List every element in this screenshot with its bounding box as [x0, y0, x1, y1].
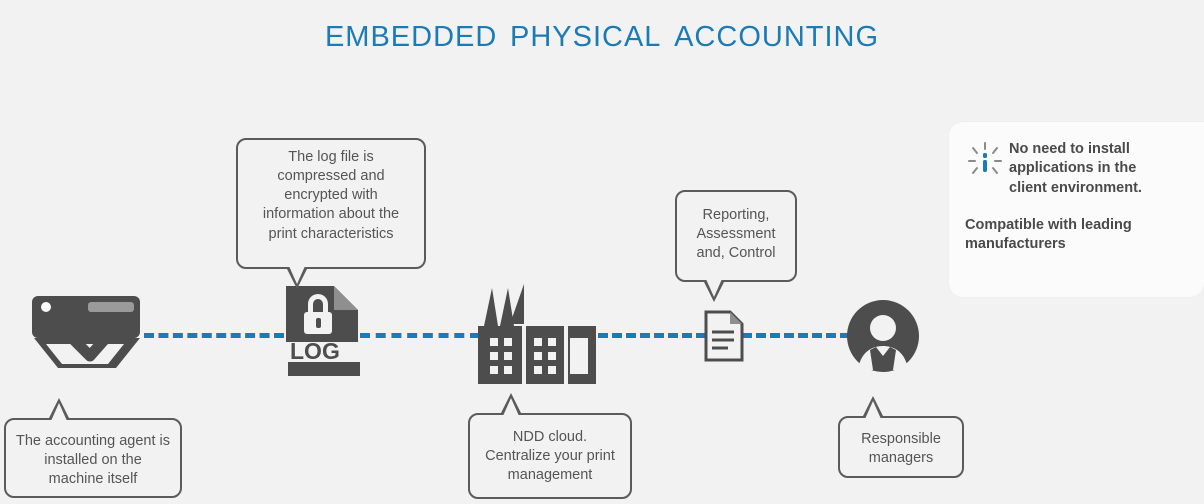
connector-printer-to-log — [144, 333, 284, 338]
callout-tail-fill — [865, 401, 881, 419]
page-title: embedded physical accounting — [324, 8, 880, 55]
info-panel-paragraph-2: Compatible with leading manufacturers — [965, 216, 1132, 253]
idea-spark-icon — [965, 140, 1005, 180]
connector-cloud-to-report — [598, 333, 706, 338]
info-panel — [949, 122, 1204, 297]
callout-ndd-cloud — [468, 413, 632, 499]
callout-reporting — [675, 190, 797, 282]
connector-report-to-manager — [742, 333, 850, 338]
printer-check-icon — [30, 288, 150, 374]
callout-responsible-managers — [838, 416, 964, 478]
callout-responsible-managers-text: Responsible managers — [861, 431, 941, 467]
callout-tail-fill — [289, 266, 305, 284]
callout-accounting-agent-text: The accounting agent is installed on the machine itself — [16, 433, 170, 488]
user-avatar-icon — [846, 300, 920, 372]
info-panel-paragraph-1: No need to install applications in the client environment. — [1009, 141, 1142, 196]
log-file-lock-icon — [282, 282, 366, 384]
factory-icon — [478, 282, 600, 388]
document-icon — [703, 310, 745, 362]
log-caption: LOG — [290, 338, 340, 364]
callout-tail-fill — [503, 398, 519, 416]
callout-log-file-text: The log file is compressed and encrypted with information about the print characteristics — [262, 149, 400, 242]
callout-tail-fill — [51, 403, 67, 421]
callout-tail-fill — [706, 279, 722, 297]
connector-log-to-cloud — [360, 333, 480, 338]
callout-ndd-cloud-text: NDD cloud. Centralize your print management — [485, 429, 615, 484]
callout-accounting-agent — [4, 418, 182, 498]
callout-reporting-text: Reporting, Assessment and, Control — [696, 207, 776, 262]
callout-log-file — [236, 138, 426, 269]
